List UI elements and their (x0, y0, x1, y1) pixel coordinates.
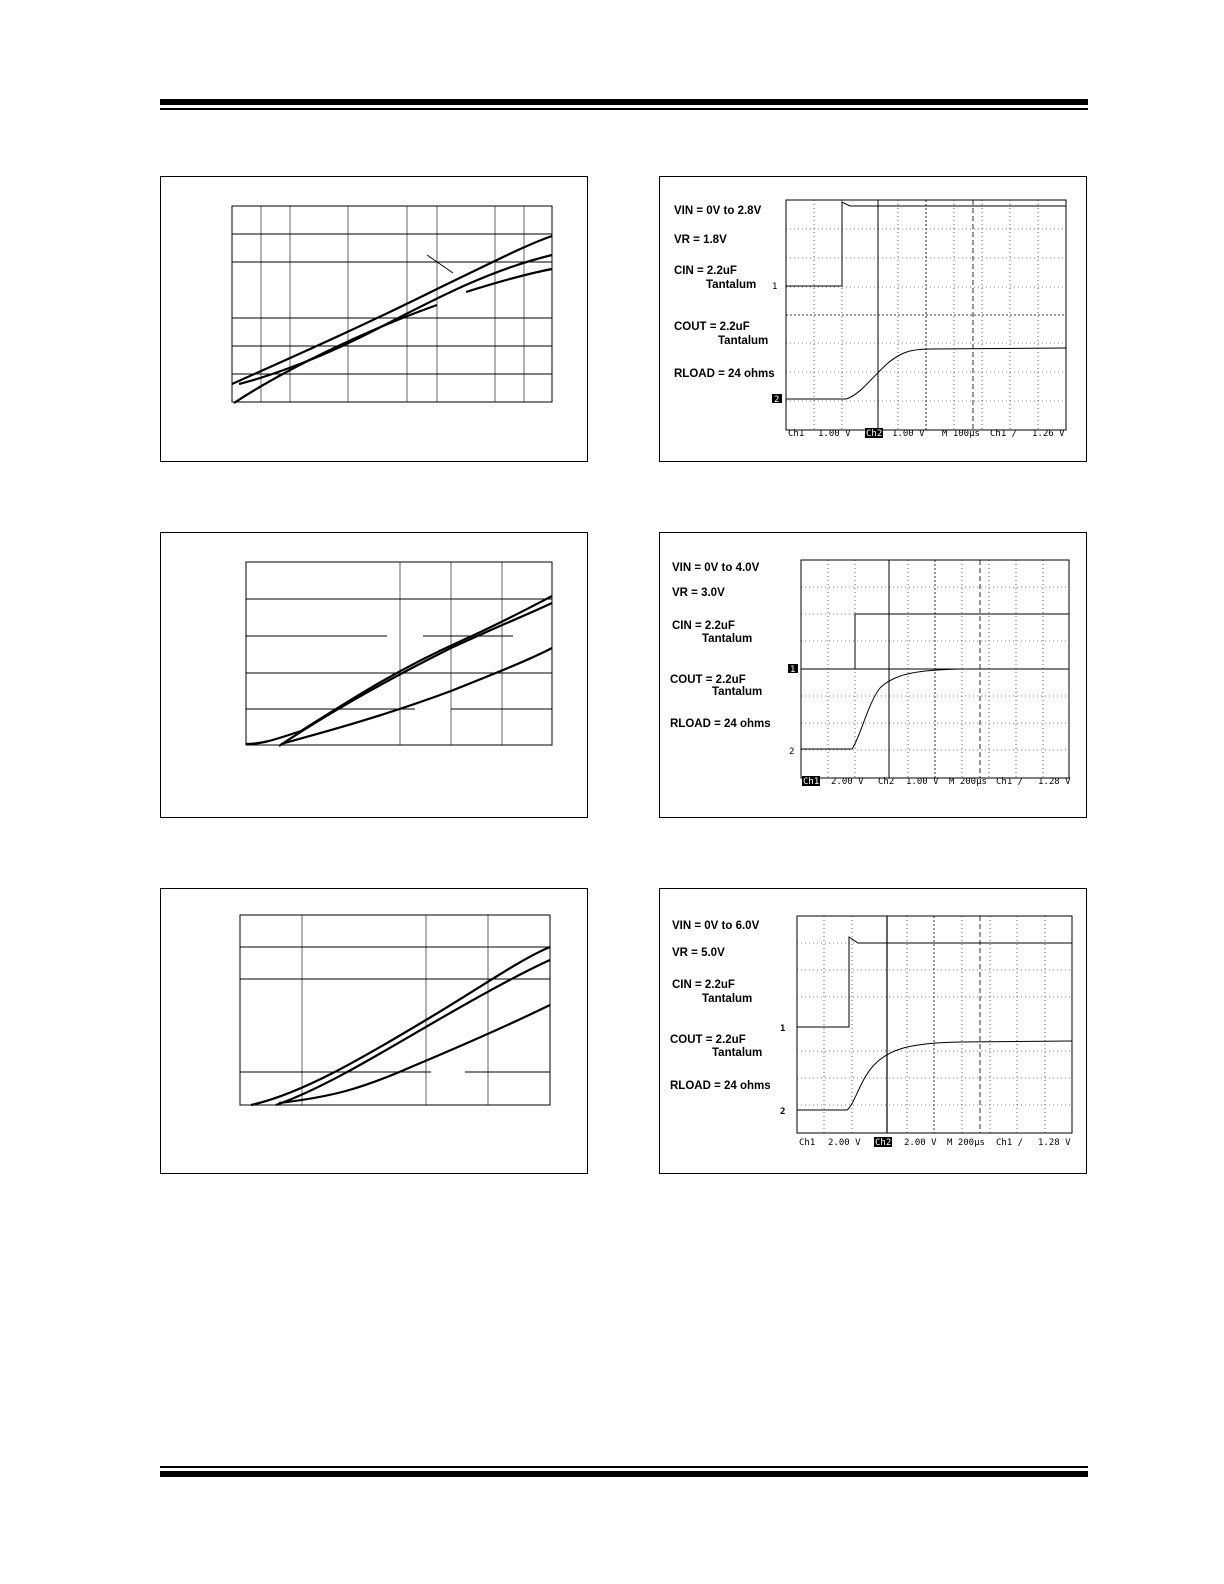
scope-panel-3 (659, 888, 1087, 1174)
status-ch2: Ch2 (866, 429, 883, 439)
header-rule-thick (160, 99, 1088, 105)
condition-cin-type: Tantalum (702, 633, 753, 645)
ch2-marker: 2 (780, 1107, 786, 1117)
condition-rload: RLOAD = 24 ohms (674, 368, 775, 380)
status-ch2-scale: 1.00 V (892, 429, 925, 439)
ch1-marker: 1 (790, 665, 796, 675)
status-trigger-level: 1.26 V (1032, 429, 1065, 439)
scope-screen-1 (660, 177, 1086, 461)
curve-panel-1 (160, 176, 588, 462)
condition-vr: VR = 5.0V (672, 947, 725, 959)
status-ch2-scale: 2.00 V (904, 1138, 937, 1148)
condition-cout: COUT = 2.2uF (674, 321, 750, 333)
status-timebase: M 200µs (949, 777, 987, 787)
condition-cout: COUT = 2.2uF (670, 674, 746, 686)
condition-rload: RLOAD = 24 ohms (670, 718, 771, 730)
condition-vr: VR = 1.8V (674, 234, 727, 246)
condition-cin-type: Tantalum (706, 279, 757, 291)
status-trigger-level: 1.28 V (1038, 1138, 1071, 1148)
ch2-marker: 2 (774, 395, 780, 405)
status-ch1: Ch1 (803, 777, 820, 787)
condition-cin: CIN = 2.2uF (672, 979, 735, 991)
scope-panel-2 (659, 532, 1087, 818)
footer-rule-thin (160, 1466, 1088, 1468)
status-trigger: Ch1 ∕ (990, 429, 1018, 439)
condition-cin: CIN = 2.2uF (674, 265, 737, 277)
status-ch1-scale: 1.00 V (818, 429, 851, 439)
condition-cin: CIN = 2.2uF (672, 620, 735, 632)
header-rule-thin (160, 108, 1088, 110)
status-ch1: Ch1 (799, 1138, 816, 1148)
curve-plot-3 (161, 889, 587, 1173)
scope-panel-1 (659, 176, 1087, 462)
condition-vin: VIN = 0V to 4.0V (672, 562, 760, 574)
condition-cout-type: Tantalum (712, 686, 763, 698)
status-ch2: Ch2 (878, 777, 895, 787)
scope-screen-3 (660, 889, 1086, 1173)
condition-cin-type: Tantalum (702, 993, 753, 1005)
curve-plot-1 (161, 177, 587, 461)
status-ch1-scale: 2.00 V (831, 777, 864, 787)
condition-rload: RLOAD = 24 ohms (670, 1080, 771, 1092)
condition-vin: VIN = 0V to 2.8V (674, 205, 762, 217)
status-timebase: M 100µs (942, 429, 980, 439)
curve-panel-3 (160, 888, 588, 1174)
condition-vr: VR = 3.0V (672, 587, 725, 599)
status-trigger: Ch1 ∕ (996, 777, 1024, 787)
condition-cout: COUT = 2.2uF (670, 1034, 746, 1046)
ch2-marker: 2 (789, 747, 795, 757)
curve-panel-2 (160, 532, 588, 818)
curve-plot-2 (161, 533, 587, 817)
scope-screen-2 (660, 533, 1086, 817)
status-ch1: Ch1 (788, 429, 805, 439)
condition-cout-type: Tantalum (718, 335, 769, 347)
ch1-marker: 1 (772, 282, 778, 292)
status-ch1-scale: 2.00 V (828, 1138, 861, 1148)
ch1-marker: 1 (780, 1024, 786, 1034)
status-ch2: Ch2 (875, 1138, 892, 1148)
footer-rule-thick (160, 1471, 1088, 1477)
status-timebase: M 200µs (947, 1138, 985, 1148)
condition-vin: VIN = 0V to 6.0V (672, 920, 760, 932)
condition-cout-type: Tantalum (712, 1047, 763, 1059)
status-trigger: Ch1 ∕ (996, 1138, 1024, 1148)
status-trigger-level: 1.28 V (1038, 777, 1071, 787)
status-ch2-scale: 1.00 V (906, 777, 939, 787)
